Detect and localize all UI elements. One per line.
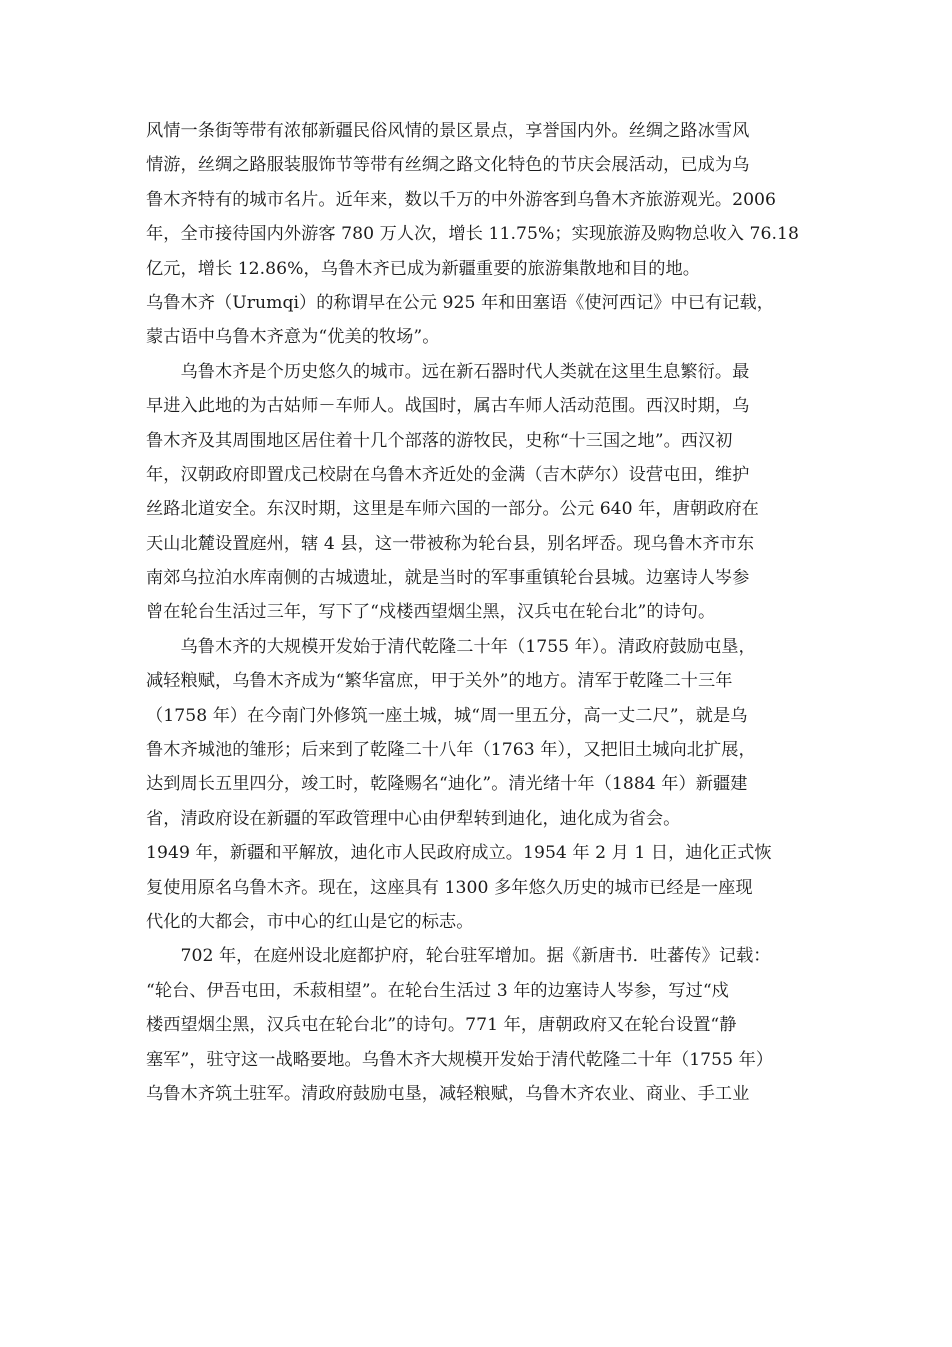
text-line: 鲁木齐及其周围地区居住着十几个部落的游牧民，史称“十三国之地”。西汉初 [146, 430, 733, 451]
text-line: 蒙古语中乌鲁木齐意为“优美的牧场”。 [146, 327, 440, 348]
text-line: “轮台、伊吾屯田，禾菽相望”。在轮台生活过 3 年的边塞诗人岑参，写过“戍 [146, 980, 729, 1001]
text-line: （1758 年）在今南门外修筑一座土城，城“周一里五分，高一丈二尺”，就是乌 [146, 705, 748, 726]
text-line: 省，清政府设在新疆的军政管理中心由伊犁转到迪化，迪化成为省会。 [146, 808, 681, 829]
text-line: 风情一条街等带有浓郁新疆民俗风情的景区景点，享誉国内外。丝绸之路冰雪风 [146, 121, 750, 141]
text-line: 丝路北道安全。东汉时期，这里是车师六国的一部分。公元 640 年，唐朝政府在 [146, 499, 759, 520]
text-line: 乌鲁木齐的大规模开发始于清代乾隆二十年（1755 年）。清政府鼓励屯垦， [146, 636, 756, 657]
text-line: 南郊乌拉泊水库南侧的古城遗址，就是当时的军事重镇轮台县城。边塞诗人岑参 [146, 568, 750, 589]
text-line: 代化的大都会，市中心的红山是它的标志。 [146, 911, 474, 932]
text-line: 1949 年，新疆和平解放，迪化市人民政府成立。1954 年 2 月 1 日，迪化正式恢 [146, 843, 772, 864]
text-line: 天山北麓设置庭州，辖 4 县，这一带被称为轮台县，别名坪岙。现乌鲁木齐市东 [146, 533, 755, 554]
text-line: 复使用原名乌鲁木齐。现在，这座具有 1300 多年悠久历史的城市已经是一座现 [146, 877, 753, 898]
text-line: 鲁木齐城池的雏形；后来到了乾隆二十八年（1763 年），又把旧土城向北扩展， [146, 740, 756, 761]
text-line: 年，汉朝政府即置戊己校尉在乌鲁木齐近处的金满（吉木萨尔）设营屯田，维护 [146, 464, 750, 485]
text-line: 年，全市接待国内外游客 780 万人次，增长 11.75%；实现旅游及购物总收入 76.18 [146, 224, 799, 245]
document-page [146, 114, 810, 1111]
text-line: 曾在轮台生活过三年，写下了“戍楼西望烟尘黑，汉兵屯在轮台北”的诗句。 [146, 602, 716, 623]
text-line: 早进入此地的为古姑师－车师人。战国时，属古车师人活动范围。西汉时期，乌 [146, 396, 750, 417]
text-line: 楼西望烟尘黑，汉兵屯在轮台北”的诗句。771 年，唐朝政府又在轮台设置“静 [146, 1015, 737, 1036]
text-line: 乌鲁木齐（Urumqi）的称谓早在公元 925 年和田塞语《使河西记》中已有记载， [146, 292, 774, 313]
text-line: 鲁木齐特有的城市名片。近年来，数以千万的中外游客到乌鲁木齐旅游观光。2006 [146, 189, 777, 210]
text-line: 乌鲁木齐筑土驻军。清政府鼓励屯垦，减轻粮赋，乌鲁木齐农业、商业、手工业 [146, 1083, 750, 1104]
text-line: 乌鲁木齐是个历史悠久的城市。远在新石器时代人类就在这里生息繁衍。最 [146, 361, 750, 382]
text-line: 情游，丝绸之路服装服饰节等带有丝绸之路文化特色的节庆会展活动，已成为乌 [146, 155, 750, 176]
text-line: 702 年，在庭州设北庭都护府，轮台驻军增加。据《新唐书．吐蕃传》记载： [146, 946, 771, 967]
text-line: 达到周长五里四分，竣工时，乾隆赐名“迪化”。清光绪十年（1884 年）新疆建 [146, 774, 748, 795]
text-line: 减轻粮赋，乌鲁木齐成为“繁华富庶，甲于关外”的地方。清军于乾隆二十三年 [146, 671, 733, 692]
text-line: 亿元，增长 12.86%，乌鲁木齐已成为新疆重要的旅游集散地和目的地。 [146, 258, 701, 279]
text-line: 塞军”，驻守这一战略要地。乌鲁木齐大规模开发始于清代乾隆二十年（1755 年） [146, 1049, 774, 1070]
